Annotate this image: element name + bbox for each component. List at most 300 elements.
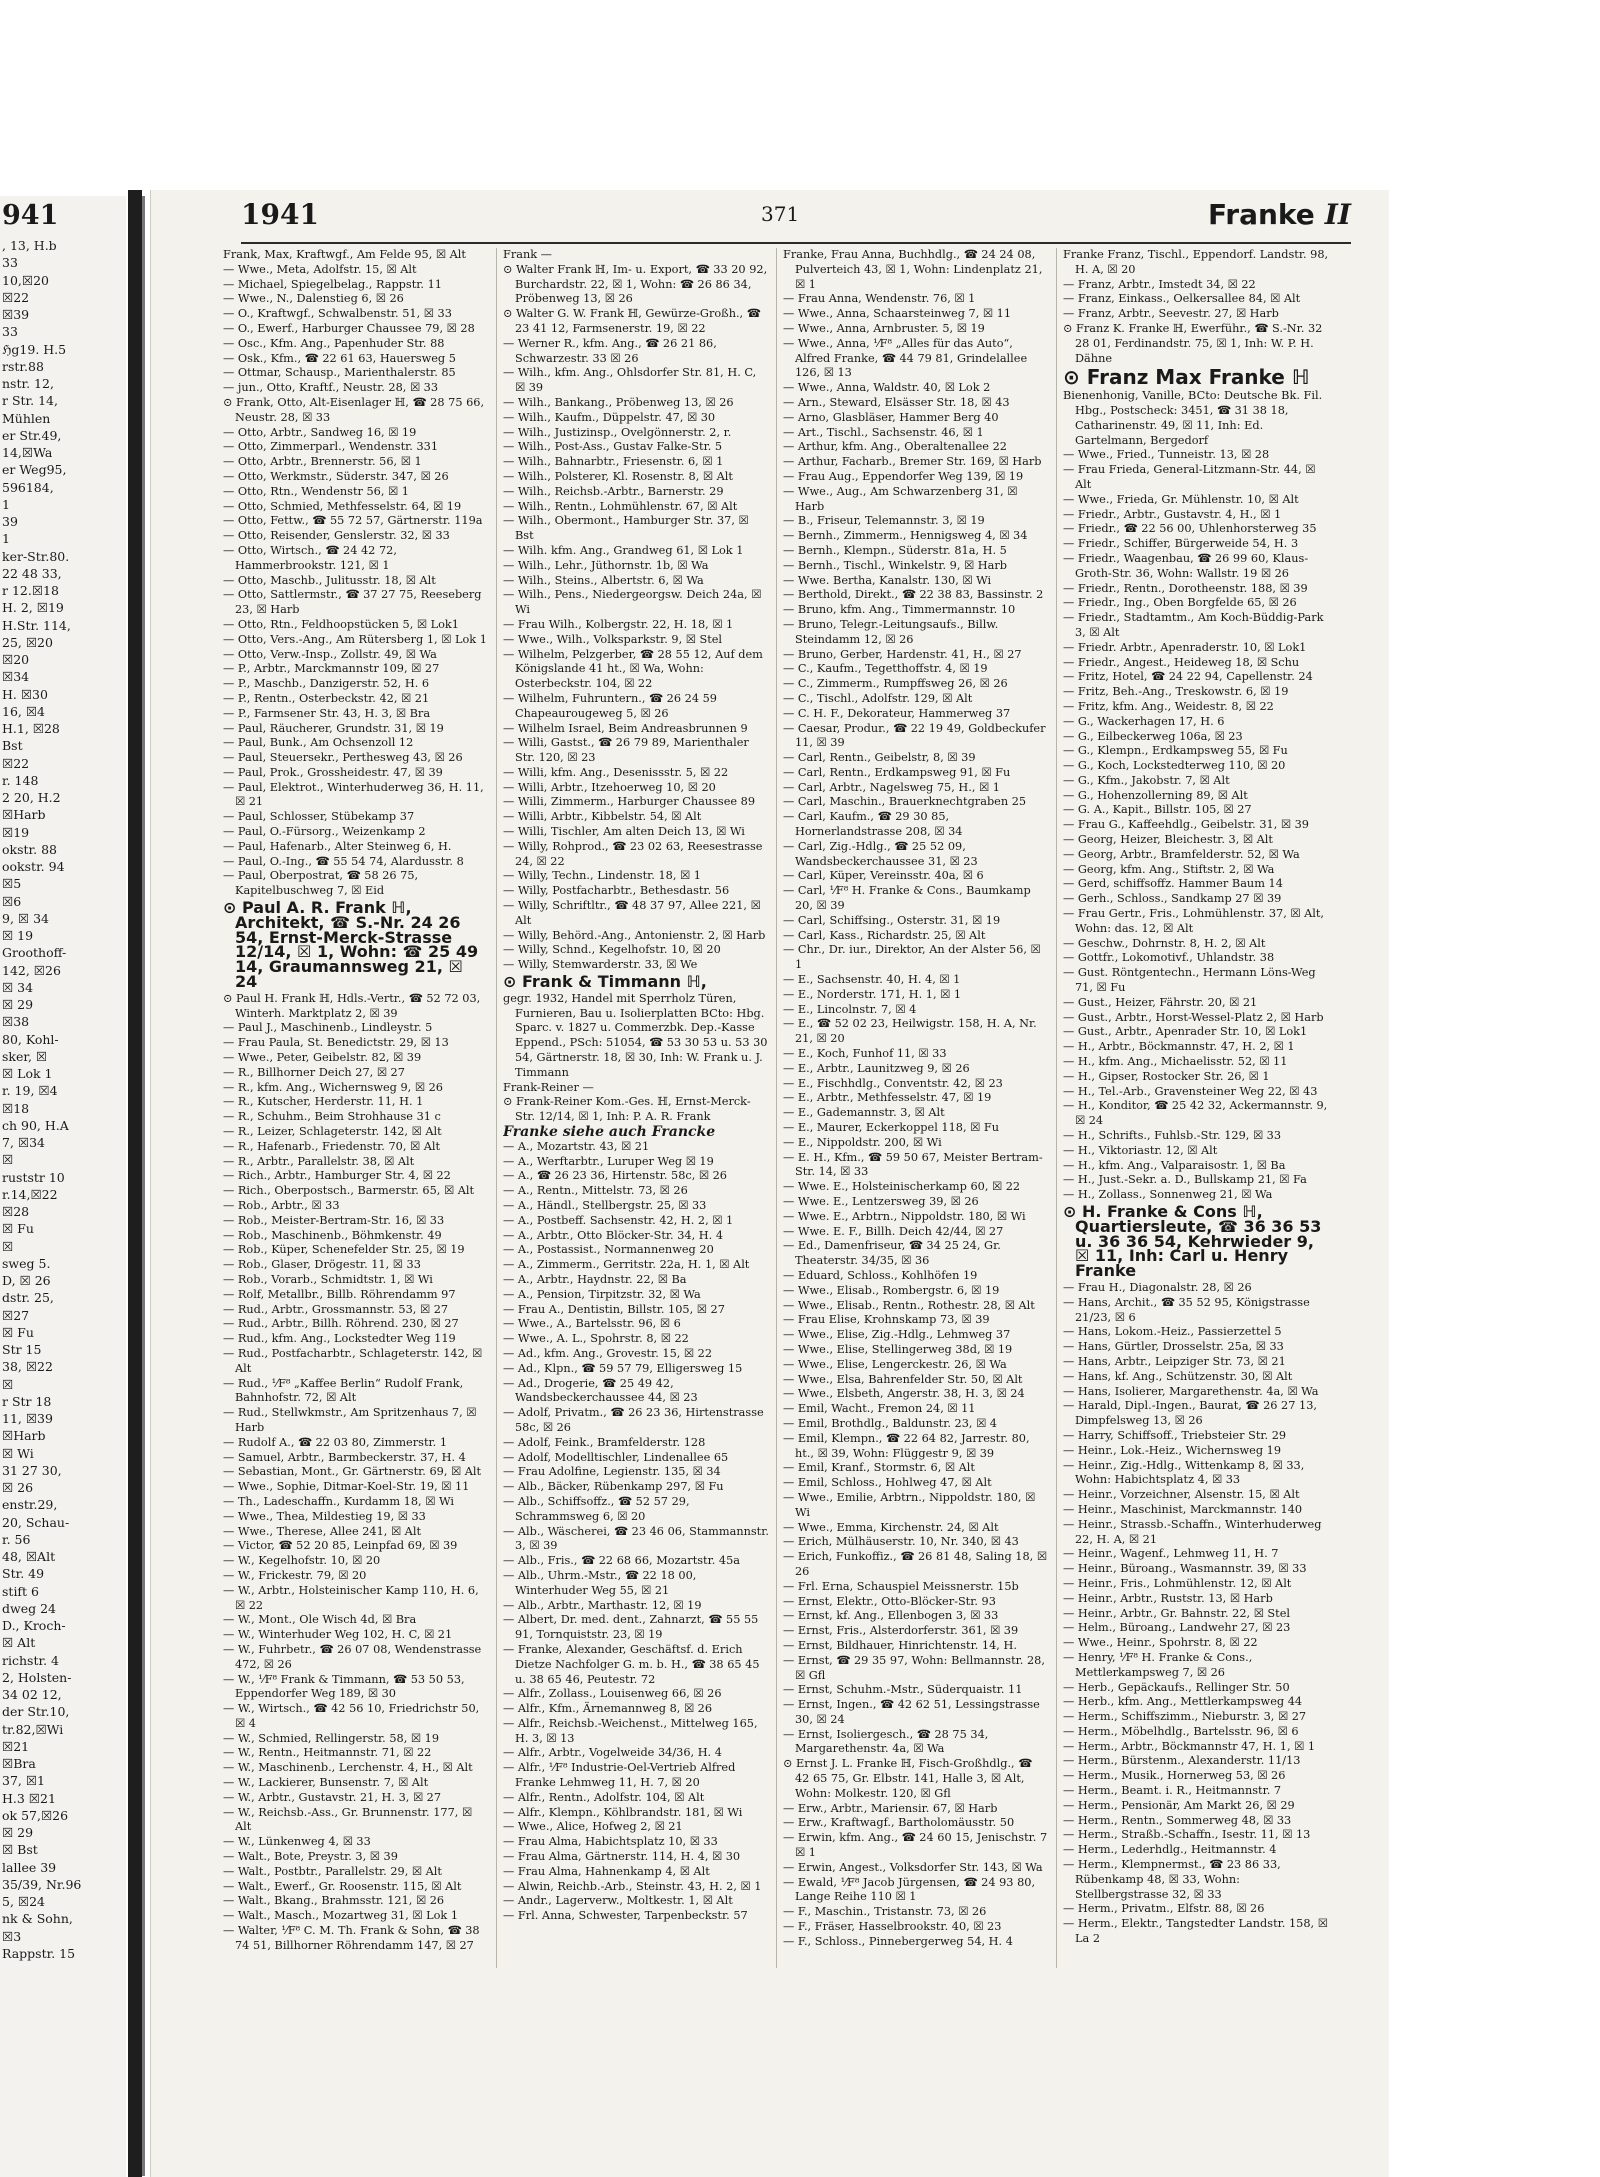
directory-entry: — Heinr., Zig.-Hdlg., Wittenkamp 8, ☒ 33, Wohn: Habichtsplatz 4, ☒ 33 — [1063, 1458, 1305, 1487]
directory-entry: — Wwe., Fried., Tunneistr. 13, ☒ 28 — [1063, 448, 1270, 462]
directory-entry: — E., ☎ 52 02 23, Heilwigstr. 158, H. A, Nr. 21, ☒ 20 — [783, 1017, 1037, 1046]
directory-entry: — A., Werftarbtr., Luruper Weg ☒ 19 — [503, 1154, 714, 1168]
directory-entry: — Wwe., Sophie, Ditmar-Koel-Str. 19, ☒ 11 — [223, 1480, 470, 1494]
directory-entry: — Frl. Erna, Schauspiel Meissnerstr. 15b — [783, 1579, 1019, 1593]
spine-edge — [142, 196, 145, 2176]
directory-entry: — W., Mont., Ole Wisch 4d, ☒ Bra — [223, 1613, 417, 1627]
directory-entry: — Friedr., Waagenbau, ☎ 26 99 60, Klaus-Groth-Str. 36, Wohn: Wallstr. 19 ☒ 26 — [1063, 551, 1309, 580]
directory-entry: — Rob., Küper, Schenefelder Str. 25, ☒ 19 — [223, 1243, 465, 1257]
directory-entry: — H., kfm. Ang., Michaelisstr. 52, ☒ 11 — [1063, 1055, 1288, 1069]
directory-entry: — Wwe., A., Bartelsstr. 96, ☒ 6 — [503, 1317, 681, 1331]
directory-entry: — Wwe., Anna, Arnbruster. 5, ☒ 19 — [783, 321, 985, 335]
directory-entry: — A., Arbtr., Haydnstr. 22, ☒ Ba — [503, 1272, 687, 1286]
directory-entry: — Rud., Arbtr., Billh. Röhrend. 230, ☒ 27 — [223, 1317, 459, 1331]
directory-entry: — Fritz, Beh.-Ang., Treskowstr. 6, ☒ 19 — [1063, 685, 1289, 699]
left-page-line: ℌg19. H.5 — [2, 341, 67, 357]
directory-entry: — F., Schloss., Pinnebergerweg 54, H. 4 — [783, 1934, 1013, 1948]
directory-entry: — Georg, Heizer, Bleichestr. 3, ☒ Alt — [1063, 833, 1273, 847]
directory-entry: — Harald, Dipl.-Ingen., Baurat, ☎ 26 27 13, Dimpfelsweg 13, ☒ 26 — [1063, 1399, 1317, 1428]
directory-entry: — G., Eilbeckerweg 106a, ☒ 23 — [1063, 729, 1243, 743]
directory-entry: — W., Arbtr., Holsteinischer Kamp 110, H. 6, ☒ 22 — [223, 1583, 479, 1612]
directory-entry: — H., Tel.-Arb., Gravensteiner Weg 22, ☒ 43 — [1063, 1084, 1318, 1098]
directory-entry: — Paul, Prok., Grossheidestr. 47, ☒ 39 — [223, 765, 443, 779]
directory-entry: — Alb., Wäscherei, ☎ 23 46 06, Stammannstr. 3, ☒ 39 — [503, 1524, 769, 1553]
directory-entry: — Geschw., Dohrnstr. 8, H. 2, ☒ Alt — [1063, 936, 1266, 950]
directory-entry: — Herm., Straßb.-Schaffn., Isestr. 11, ☒ 13 — [1063, 1828, 1311, 1842]
directory-entry: — E., Arbtr., Methfesselstr. 47, ☒ 19 — [783, 1091, 992, 1105]
directory-entry: — H., Arbtr., Böckmannstr. 47, H. 2, ☒ 1 — [1063, 1040, 1295, 1054]
directory-entry: — Arthur, Facharb., Bremer Str. 169, ☒ Harb — [783, 455, 1042, 469]
directory-entry: — Carl, Rentn., Geibelstr, 8, ☒ 39 — [783, 751, 976, 765]
directory-entry: — Rob., Meister-Bertram-Str. 16, ☒ 33 — [223, 1213, 445, 1227]
directory-entry: — P., Farmsener Str. 43, H. 3, ☒ Bra — [223, 706, 431, 720]
background-margin — [1388, 190, 1600, 2177]
directory-entry: — Victor, ☎ 52 20 85, Leinpfad 69, ☒ 39 — [223, 1539, 458, 1553]
directory-entry: — Wilh., Pens., Niedergeorgsw. Deich 24a, ☒ Wi — [503, 588, 762, 617]
left-page-line: ☒3 — [2, 1928, 22, 1944]
directory-entry: — Paul, Räucherer, Grundstr. 31, ☒ 19 — [223, 721, 444, 735]
left-page-line: ☒ — [2, 1238, 14, 1254]
directory-entry: — Wwe., Aug., Am Schwarzenberg 31, ☒ Harb — [783, 484, 1018, 513]
directory-entry: — Frau Alma, Gärtnerstr. 114, H. 4, ☒ 30 — [503, 1850, 741, 1864]
directory-entry: — A., Postassist., Normannenweg 20 — [503, 1243, 714, 1257]
left-page-line: Rappstr. 15 — [2, 1945, 76, 1961]
directory-entry: — Herm., Möbelhdlg., Bartelsstr. 96, ☒ 6 — [1063, 1724, 1299, 1738]
directory-entry: — Wwe. Bertha, Kanalstr. 130, ☒ Wi — [783, 573, 992, 587]
left-page-line: ker-Str.80. — [2, 548, 70, 564]
left-page-line: ☒39 — [2, 307, 30, 322]
directory-entry: — C., Tischl., Adolfstr. 129, ☒ Alt — [783, 691, 973, 705]
directory-entry: — Alfr., Zollass., Louisenweg 66, ☒ 26 — [503, 1687, 722, 1701]
directory-entry: — A., Arbtr., Otto Blöcker-Str. 34, H. 4 — [503, 1228, 724, 1242]
directory-entry: — Erwin, Angest., Volksdorfer Str. 143, ☒ Wa — [783, 1860, 1043, 1874]
directory-entry: ⊙ Frank & Timmann ℍ, — [503, 972, 707, 992]
directory-entry: — Herm., Lederhdlg., Heitmannstr. 4 — [1063, 1843, 1277, 1857]
left-page-line: 14,☒Wa — [2, 445, 53, 460]
page-number: 371 — [761, 202, 800, 226]
left-page-line: ☒Bra — [2, 1756, 36, 1771]
directory-entry: — Rich., Arbtr., Hamburger Str. 4, ☒ 22 — [223, 1169, 451, 1183]
directory-entry: — Emil, Brothdlg., Baldunstr. 23, ☒ 4 — [783, 1416, 997, 1430]
left-page-line: ch 90, H.A — [2, 1117, 69, 1133]
left-page-line: 7, ☒34 — [2, 1135, 46, 1150]
directory-entry: — Franz, Arbtr., Imstedt 34, ☒ 22 — [1063, 277, 1256, 291]
directory-entry: — Rob., Maschinenb., Böhmkenstr. 49 — [223, 1228, 442, 1242]
left-page-line: nk & Sohn, — [2, 1911, 73, 1927]
left-page-line: r. 148 — [2, 772, 39, 788]
left-page-line: ruststr 10 — [2, 1169, 65, 1185]
directory-entry: — Arthur, kfm. Ang., Oberaltenallee 22 — [783, 440, 1007, 454]
directory-entry: — Gust. Röntgentechn., Hermann Löns-Weg 71, ☒ Fu — [1063, 966, 1316, 995]
directory-entry: Frank-Reiner — — [503, 1080, 594, 1094]
directory-entry: — Wilh. kfm. Ang., Grandweg 61, ☒ Lok 1 — [503, 543, 744, 557]
directory-entry: — Erwin, kfm. Ang., ☎ 24 60 15, Jenischstr. 7 ☒ 1 — [783, 1831, 1048, 1860]
directory-entry: — Herm., Bürstenm., Alexanderstr. 11/13 — [1063, 1754, 1301, 1768]
directory-entry: — Walt., Bote, Preystr. 3, ☒ 39 — [223, 1850, 398, 1864]
directory-entry: — Wwe., Thea, Mildestieg 19, ☒ 33 — [223, 1509, 426, 1523]
directory-entry: — Frau A., Dentistin, Billstr. 105, ☒ 27 — [503, 1302, 725, 1316]
directory-entry: — E., Norderstr. 171, H. 1, ☒ 1 — [783, 987, 962, 1001]
left-page-line: ☒21 — [2, 1738, 30, 1754]
directory-entry: — Otto, Rtn., Wendenstr 56, ☒ 1 — [223, 484, 409, 498]
left-page-line: 33 — [2, 255, 18, 271]
directory-entry: — P., Rentn., Osterbeckstr. 42, ☒ 21 — [223, 691, 430, 705]
directory-entry: — Otto, Maschb., Julitusstr. 18, ☒ Alt — [223, 573, 436, 587]
directory-entry: — Frau H., Diagonalstr. 28, ☒ 26 — [1063, 1280, 1252, 1294]
directory-entry: — Gust., Arbtr., Apenrader Str. 10, ☒ Lok1 — [1063, 1025, 1308, 1039]
directory-entry: — A., Postbeff. Sachsenstr. 42, H. 2, ☒ 1 — [503, 1213, 734, 1227]
directory-entry: — Wwe., Elise, Stellingerweg 38d, ☒ 19 — [783, 1342, 1013, 1356]
header-year: 1941 — [241, 198, 319, 231]
directory-entry: — Herm., Musik., Hornerweg 53, ☒ 26 — [1063, 1769, 1286, 1783]
directory-entry: — H., Just.-Sekr. a. D., Bullskamp 21, ☒ Fa — [1063, 1173, 1307, 1187]
directory-entry: — R., Billhorner Deich 27, ☒ 27 — [223, 1065, 405, 1079]
directory-entry: — Otto, Vers.-Ang., Am Rütersberg 1, ☒ Lok 1 — [223, 632, 487, 646]
directory-entry: — W., Wirtsch., ☎ 42 56 10, Friedrichstr 50, ☒ 4 — [223, 1702, 480, 1730]
page-header — [241, 198, 1351, 236]
directory-entry: — Otto, Arbtr., Sandweg 16, ☒ 19 — [223, 425, 417, 439]
directory-entry: — Willi, kfm. Ang., Desenissstr. 5, ☒ 22 — [503, 765, 729, 779]
directory-entry: — Wwe., Anna, Waldstr. 40, ☒ Lok 2 — [783, 381, 991, 395]
directory-entry: — Alfr., Kfm., Ärnemannweg 8, ☒ 26 — [503, 1702, 713, 1716]
directory-entry: — Wilh., kfm. Ang., Ohlsdorfer Str. 81, H. C, ☒ 39 — [503, 366, 757, 395]
directory-entry: — E., Gademannstr. 3, ☒ Alt — [783, 1106, 945, 1120]
left-page-line: rstr.88 — [2, 358, 44, 374]
left-page-line: H.1, ☒28 — [2, 721, 60, 736]
directory-entry: — Wilh., Kaufm., Düppelstr. 47, ☒ 30 — [503, 410, 716, 424]
directory-entry: — Frau Aug., Eppendorfer Weg 139, ☒ 19 — [783, 469, 1024, 483]
left-page-strip — [0, 196, 126, 2177]
left-page-line: ☒ Fu — [2, 1221, 34, 1237]
directory-entry: Frank, Max, Kraftwgf., Am Felde 95, ☒ Alt — [223, 248, 466, 261]
left-page-line: ☒ Lok 1 — [2, 1066, 53, 1081]
directory-entry: — Wilhelm Israel, Beim Andreasbrunnen 9 — [503, 721, 748, 735]
directory-entry: — Ed., Damenfriseur, ☎ 34 25 24, Gr. Theaterstr. 34/35, ☒ 36 — [783, 1239, 1001, 1268]
directory-entry: — Art., Tischl., Sachsenstr. 46, ☒ 1 — [783, 425, 984, 439]
directory-entry: — Frau Wilh., Kolbergstr. 22, H. 18, ☒ 1 — [503, 617, 734, 631]
left-page-line: tr.82,☒Wi — [2, 1721, 64, 1737]
directory-entry: — Osk., Kfm., ☎ 22 61 63, Hauersweg 5 — [223, 351, 456, 365]
left-page-line: ☒ Alt — [2, 1635, 36, 1651]
left-page-line: 48, ☒Alt — [2, 1549, 56, 1564]
directory-entry: — Friedr., Arbtr., Gustavstr. 4, H., ☒ 1 — [1063, 507, 1282, 521]
directory-entry: — Alfr., Klempn., Köhlbrandstr. 181, ☒ Wi — [503, 1805, 743, 1819]
directory-entry: — Rud., Arbtr., Grossmannstr. 53, ☒ 27 — [223, 1302, 449, 1316]
directory-entry: — Walt., Bkang., Brahmsstr. 121, ☒ 26 — [223, 1894, 445, 1908]
directory-entry: — W., Schmied, Rellingerstr. 58, ☒ 19 — [223, 1731, 440, 1745]
directory-entry: — A., Pension, Tirpitzstr. 32, ☒ Wa — [503, 1287, 701, 1301]
directory-entry: — O., Kraftwgf., Schwalbenstr. 51, ☒ 33 — [223, 307, 452, 321]
left-page-line: 22 48 33, — [2, 565, 62, 581]
directory-entry: — Henry, ⅟F⁸ H. Franke & Cons., Mettlerkampsweg 7, ☒ 26 — [1063, 1650, 1253, 1679]
left-page-line: ☒ 19 — [2, 928, 34, 943]
directory-entry: — Albert, Dr. med. dent., Zahnarzt, ☎ 55 55 91, Tornquiststr. 23, ☒ 19 — [503, 1613, 759, 1642]
left-page-line: ☒ 29 — [2, 1825, 34, 1840]
left-page-line: 80, Kohl- — [2, 1031, 59, 1047]
running-head — [1208, 198, 1351, 231]
directory-entry: — Herm., Pensionär, Am Markt 26, ☒ 29 — [1063, 1798, 1295, 1812]
directory-entry: — E., Koch, Funhof 11, ☒ 33 — [783, 1047, 947, 1061]
left-page-line: Bst — [2, 738, 23, 754]
left-page-line: stift 6 — [2, 1583, 40, 1599]
left-page-line: richstr. 4 — [2, 1652, 59, 1668]
directory-entry: — Paul, Schlosser, Stübekamp 37 — [223, 810, 415, 824]
directory-entry: — Fritz, Hotel, ☎ 24 22 94, Capellenstr. 24 — [1063, 670, 1313, 684]
directory-entry: — H., Schrifts., Fuhlsb.-Str. 129, ☒ 33 — [1063, 1129, 1282, 1143]
directory-entry: — Paul, O.-Ing., ☎ 55 54 74, Alardusstr. 8 — [223, 854, 464, 868]
directory-entry: — A., Rentn., Mittelstr. 73, ☒ 26 — [503, 1184, 688, 1198]
directory-entry: — Herb., kfm. Ang., Mettlerkampsweg 44 — [1063, 1695, 1303, 1709]
directory-entry: — Bernh., Zimmerm., Hennigsweg 4, ☒ 34 — [783, 529, 1028, 543]
directory-entry: — Rob., Vorarb., Schmidtstr. 1, ☒ Wi — [223, 1272, 433, 1286]
directory-entry: — Heinr., Lok.-Heiz., Wichernsweg 19 — [1063, 1443, 1282, 1457]
left-page-line: Str 15 — [2, 1342, 42, 1357]
directory-entry: — Ewald, ⅟F⁸ Jacob Jürgensen, ☎ 24 93 80, Lange Reihe 110 ☒ 1 — [783, 1875, 1036, 1904]
directory-entry: — Paul, Hafenarb., Alter Steinweg 6, H. — [223, 839, 452, 853]
directory-entry: — W., Frickestr. 79, ☒ 20 — [223, 1568, 367, 1582]
directory-entry: — Otto, Zimmerparl., Wendenstr. 331 — [223, 440, 439, 454]
directory-entry: — Emil, Schloss., Hohlweg 47, ☒ Alt — [783, 1476, 992, 1490]
directory-entry: — Herm., Elektr., Tangstedter Landstr. 158, ☒ La 2 — [1063, 1917, 1328, 1946]
directory-entry: — G., Koch, Lockstedterweg 110, ☒ 20 — [1063, 759, 1286, 773]
directory-entry: — Wilh., Reichsb.-Arbtr., Barnerstr. 29 — [503, 484, 724, 498]
directory-entry: — Bruno, Telegr.-Leitungsaufs., Billw. Steindamm 12, ☒ 26 — [783, 617, 999, 646]
directory-entry: — Wwe. E. F., Billh. Deich 42/44, ☒ 27 — [783, 1224, 1004, 1238]
directory-entry: — Alb., Fris., ☎ 22 68 66, Mozartstr. 45a — [503, 1554, 741, 1568]
directory-entry: ⊙ Walter G. W. Frank ℍ, Gewürze-Großh., ☎ 23 41 12, Farmsenerstr. 19, ☒ 22 — [503, 307, 761, 335]
directory-entry: — Herm., Klempnermst., ☎ 23 86 33, Rübenkamp 48, ☒ 33, Wohn: Stellbergstrasse 32, ☒ 33 — [1063, 1858, 1281, 1901]
directory-entry: — Wwe., Emilie, Arbtrn., Nippoldstr. 180, ☒ Wi — [783, 1490, 1036, 1519]
directory-entry: — Ernst, Fris., Alsterdorferstr. 361, ☒ 39 — [783, 1624, 1019, 1638]
left-page-line: r 12.☒18 — [2, 583, 59, 598]
directory-entry: — Carl, Kass., Richardstr. 25, ☒ Alt — [783, 928, 986, 942]
directory-entry: — Wwe., Heinr., Spohrstr. 8, ☒ 22 — [1063, 1636, 1258, 1650]
header-rule — [241, 242, 1351, 244]
directory-entry: — Otto, Wirtsch., ☎ 24 42 72, Hammerbrookstr. 121, ☒ 1 — [223, 543, 397, 572]
directory-entry: — Georg, Arbtr., Bramfelderstr. 52, ☒ Wa — [1063, 847, 1300, 861]
left-page-line: ☒ — [2, 1152, 14, 1168]
directory-entry: — G., Kfm., Jakobstr. 7, ☒ Alt — [1063, 773, 1230, 787]
left-page-line: ☒6 — [2, 893, 22, 909]
directory-entry: — Carl, Kaufm., ☎ 29 30 85, Hornerlandstrasse 208, ☒ 34 — [783, 810, 963, 839]
directory-entry: — Erw., Kraftwagf., Bartholomäusstr. 50 — [783, 1816, 1015, 1830]
directory-entry: — H., kfm. Ang., Valparaisostr. 1, ☒ Ba — [1063, 1158, 1286, 1172]
left-page-line: ☒34 — [2, 669, 30, 685]
directory-entry: — Wilh., Rentn., Lohmühlenstr. 67, ☒ Alt — [503, 499, 738, 513]
left-page-line: r. 19, ☒4 — [2, 1083, 58, 1099]
left-page-line: r Str. 14, — [2, 393, 58, 409]
directory-entry: — Wilh., Bahnarbtr., Friesenstr. 6, ☒ 1 — [503, 455, 724, 469]
directory-entry: — Wwe., Anna, ⅟F⁸ „Alles für das Auto“, Alfred Franke, ☎ 44 79 81, Grindelallee 126, ☒ 13 — [783, 336, 1028, 380]
directory-entry: — Bernh., Klempn., Süderstr. 81a, H. 5 — [783, 543, 1007, 557]
directory-entry: — Herm., Rentn., Sommerweg 48, ☒ 33 — [1063, 1813, 1292, 1827]
directory-entry: — Th., Ladeschaffn., Kurdamm 18, ☒ Wi — [223, 1494, 454, 1508]
left-page-line: okstr. 88 — [2, 841, 57, 857]
directory-entry: — E., Lincolnstr. 7, ☒ 4 — [783, 1002, 917, 1016]
directory-entry: — Walt., Postbtr., Parallelstr. 29, ☒ Alt — [223, 1864, 442, 1878]
directory-entry: — Emil, Klempn., ☎ 22 64 82, Jarrestr. 80, ht., ☒ 39, Wohn: Flüggestr 9, ☒ 39 — [783, 1431, 1030, 1460]
directory-entry: — H., Konditor, ☎ 25 42 32, Ackermannstr. 9, ☒ 24 — [1063, 1099, 1328, 1128]
left-page-line: r. 56 — [2, 1531, 31, 1547]
directory-entry: — A., Händl., Stellbergstr. 25, ☒ 33 — [503, 1199, 707, 1212]
column-divider — [776, 248, 777, 1968]
directory-entry: — Frl. Anna, Schwester, Tarpenbeckstr. 57 — [503, 1909, 748, 1923]
directory-entry: — Adolf, Privatm., ☎ 26 23 36, Hirtenstrasse 58c, ☒ 26 — [503, 1406, 764, 1434]
directory-entry: — Wilh., Steins., Albertstr. 6, ☒ Wa — [503, 573, 704, 587]
directory-entry: ⊙ Frank, Otto, Alt-Eisenlager ℍ, ☎ 28 75 66, Neustr. 28, ☒ 33 — [223, 395, 485, 424]
left-page-line: ookstr. 94 — [2, 859, 65, 874]
directory-entry: — Alfr., Rentn., Adolfstr. 104, ☒ Alt — [503, 1790, 705, 1804]
directory-entry: — Sebastian, Mont., Gr. Gärtnerstr. 69, ☒ Alt — [223, 1465, 482, 1479]
directory-entry: — W., Arbtr., Gustavstr. 21, H. 3, ☒ 27 — [223, 1790, 442, 1804]
directory-entry: — Carl, Zig.-Hdlg., ☎ 25 52 09, Wandsbeckerchaussee 31, ☒ 23 — [783, 839, 978, 868]
left-page-line: ☒19 — [2, 824, 30, 840]
directory-entry: — Berthold, Direkt., ☎ 22 38 83, Bassinstr. 2 — [783, 588, 1044, 602]
directory-entry: — Arn., Steward, Elsässer Str. 18, ☒ 43 — [783, 395, 1010, 409]
directory-entry: — Wwe., Peter, Geibelstr. 82, ☒ 39 — [223, 1051, 422, 1065]
directory-entry: — Willy, Rohprod., ☎ 23 02 63, Reesestrasse 24, ☒ 22 — [503, 839, 763, 868]
directory-entry: — F., Maschin., Tristanstr. 73, ☒ 26 — [783, 1905, 987, 1919]
left-page-line: er Str.49, — [2, 427, 62, 443]
directory-entry: — Heinr., Fris., Lohmühlenstr. 12, ☒ Alt — [1063, 1576, 1292, 1590]
running-head-volume: II — [1324, 198, 1351, 231]
directory-entry: — Emil, Kranf., Stormstr. 6, ☒ Alt — [783, 1461, 975, 1475]
directory-entry: — Willy, Techn., Lindenstr. 18, ☒ 1 — [503, 869, 701, 883]
directory-entry: — Friedr., Ing., Oben Borgfelde 65, ☒ 26 — [1063, 596, 1297, 610]
directory-entry: — Rolf, Metallbr., Billb. Röhrendamm 97 — [223, 1287, 456, 1301]
left-page-line: 142, ☒26 — [2, 962, 61, 978]
directory-entry: — Friedr. Arbtr., Apenraderstr. 10, ☒ Lok1 — [1063, 640, 1307, 654]
directory-entry: — Hans, Gürtler, Drosselstr. 25a, ☒ 33 — [1063, 1340, 1284, 1354]
directory-entry: — Emil, Wacht., Fremon 24, ☒ 11 — [783, 1402, 976, 1416]
directory-entry: — Rudolf A., ☎ 22 03 80, Zimmerstr. 1 — [223, 1435, 448, 1449]
directory-entry: — Herm., Schiffszimm., Nieburstr. 3, ☒ 27 — [1063, 1710, 1307, 1724]
column-divider — [496, 248, 497, 1968]
directory-entry: — R., Hafenarb., Friedenstr. 70, ☒ Alt — [223, 1139, 441, 1153]
directory-entry: — Erw., Arbtr., Mariensir. 67, ☒ Harb — [783, 1801, 998, 1815]
directory-entry: — Alb., Bäcker, Rübenkamp 297, ☒ Fu — [503, 1480, 724, 1494]
directory-entry: — Wilh., Polsterer, Kl. Rosenstr. 8, ☒ Alt — [503, 469, 733, 483]
directory-entry: Franke, Frau Anna, Buchhdlg., ☎ 24 24 08, Pulverteich 43, ☒ 1, Wohn: Lindenplatz 21, ☒ 1 — [783, 248, 1043, 291]
directory-entry: — Paul, O.-Fürsorg., Weizenkamp 2 — [223, 825, 426, 839]
left-page-line: ☒Harb — [2, 807, 46, 823]
directory-entry: — Bernh., Tischl., Winkelstr. 9, ☒ Harb — [783, 558, 1007, 572]
directory-entry: — Gottfr., Lokomotivf., Uhlandstr. 38 — [1063, 951, 1275, 965]
left-page-line: nstr. 12, — [2, 376, 54, 391]
left-page-line: ☒Harb — [2, 1428, 46, 1444]
directory-entry: — Frau Paula, St. Benedictstr. 29, ☒ 13 — [223, 1036, 449, 1050]
left-page-line: dstr. 25, — [2, 1290, 54, 1306]
directory-entry: — Willy, Postfacharbtr., Bethesdastr. 56 — [503, 884, 730, 898]
directory-entry: — Wwe. E., Holsteinischerkamp 60, ☒ 22 — [783, 1180, 1021, 1194]
directory-entry: — Rud., ⅟F⁸ „Kaffee Berlin“ Rudolf Frank, Bahnhofstr. 72, ☒ Alt — [223, 1376, 464, 1405]
left-page-line: 5, ☒24 — [2, 1894, 46, 1909]
directory-entry: — R., Schuhm., Beim Strohhause 31 c — [223, 1110, 441, 1124]
left-page-line: 31 27 30, — [2, 1462, 62, 1478]
directory-entry: — Otto, Werkmstr., Süderstr. 347, ☒ 26 — [223, 469, 449, 483]
directory-entry: — Hans, Isolierer, Margarethenstr. 4a, ☒ Wa — [1063, 1384, 1319, 1398]
left-page-line: 9, ☒ 34 — [2, 910, 49, 926]
directory-entry: — Helm., Büroang., Landwehr 27, ☒ 23 — [1063, 1621, 1291, 1635]
directory-entry: — Wwe. E., Arbtrn., Nippoldstr. 180, ☒ Wi — [783, 1209, 1026, 1223]
directory-entry: — W., Winterhuder Weg 102, H. C, ☒ 21 — [223, 1628, 453, 1642]
directory-entry: — H., Zollass., Sonnenweg 21, ☒ Wa — [1063, 1188, 1273, 1202]
directory-entry: — Wwe. E., Lentzersweg 39, ☒ 26 — [783, 1195, 979, 1208]
left-page-line: 596184, — [2, 479, 54, 495]
directory-entry: — W., Rentn., Heitmannstr. 71, ☒ 22 — [223, 1746, 432, 1760]
left-page-line: ok 57,☒26 — [2, 1807, 69, 1823]
left-page-line: ☒22 — [2, 755, 30, 771]
left-page-line: enstr.29, — [2, 1497, 58, 1513]
directory-entry: — Wwe., Wilh., Volksparkstr. 9, ☒ Stel — [503, 632, 723, 646]
directory-entry: — Carl, Schiffsing., Osterstr. 31, ☒ 19 — [783, 913, 1001, 927]
directory-entry: — Herm., Privatm., Elfstr. 88, ☒ 26 — [1063, 1902, 1265, 1916]
directory-entry: — Arno, Glasbläser, Hammer Berg 40 — [783, 410, 999, 424]
directory-entry: — Willy, Stemwarderstr. 33, ☒ We — [503, 958, 698, 972]
directory-entry: Franke Franz, Tischl., Eppendorf. Landstr. 98, H. A, ☒ 20 — [1063, 248, 1329, 276]
directory-entry: ⊙ Franz Max Franke ℍ — [1063, 365, 1310, 390]
directory-entry: — Willy, Behörd.-Ang., Antonienstr. 2, ☒ Harb — [503, 928, 766, 942]
directory-entry: gegr. 1932, Handel mit Sperrholz Türen, Furnieren, Bau u. Isolierplatten BCto: Hbg. Sparc. v. 1827 u. Commerzbk. Dep.-Kasse Eppend., PSch: 51054, ☎ 53 30 53 u. 53 30 54, Gärtnerstr. 18, ☒ 30, Inh: W. Frank u. J. Timmann — [503, 991, 768, 1079]
directory-entry: — Frau Elise, Krohnskamp 73, ☒ 39 — [783, 1313, 990, 1327]
left-page-line: H.3 ☒21 — [2, 1790, 56, 1806]
directory-entry: — Wwe., Elise, Lengerckestr. 26, ☒ Wa — [783, 1357, 1007, 1371]
directory-entry: — Herm., Arbtr., Böckmannstr 47, H. 1, ☒ 1 — [1063, 1739, 1316, 1753]
left-page-line: lallee 39 — [2, 1859, 57, 1875]
directory-entry: — Wwe., A. L., Spohrstr. 8, ☒ 22 — [503, 1332, 689, 1346]
directory-entry: Franke siehe auch Francke — [503, 1124, 716, 1141]
left-page-line: sker, ☒ — [2, 1048, 48, 1064]
directory-entry: — Alb., Arbtr., Marthastr. 12, ☒ 19 — [503, 1598, 702, 1612]
directory-entry: — Heinr., Büroang., Wasmannstr. 39, ☒ 33 — [1063, 1562, 1307, 1576]
directory-entry: — Ernst, Ingen., ☎ 42 62 51, Lessingstrasse 30, ☒ 24 — [783, 1698, 1040, 1726]
left-page-line: ☒ Wi — [2, 1445, 34, 1461]
directory-entry: — Otto, Sattlermstr., ☎ 37 27 75, Reeseberg 23, ☒ Harb — [223, 588, 482, 617]
directory-entry: — Georg, kfm. Ang., Stiftstr. 2, ☒ Wa — [1063, 862, 1275, 876]
running-head-name: Franke — [1207, 198, 1315, 231]
directory-entry: — Ad., Drogerie, ☎ 25 49 42, Wandsbeckerchaussee 44, ☒ 23 — [503, 1376, 698, 1405]
directory-entry: — Heinr., Strassb.-Schaffn., Winterhuderweg 22, H. A, ☒ 21 — [1063, 1517, 1322, 1546]
directory-entry: — Bruno, kfm. Ang., Timmermannstr. 10 — [783, 603, 1016, 617]
directory-entry: — E., Arbtr., Launitzweg 9, ☒ 26 — [783, 1061, 970, 1075]
directory-entry: — W., ⅟F⁸ Frank & Timmann, ☎ 53 50 53, Eppendorfer Weg 189, ☒ 30 — [223, 1672, 465, 1701]
directory-entry: — Wwe., Elisab., Rombergstr. 6, ☒ 19 — [783, 1283, 1000, 1297]
directory-page — [150, 190, 1389, 2177]
directory-entry: — W., Lünkenweg 4, ☒ 33 — [223, 1835, 371, 1849]
directory-entry: — Wilh., Lehr., Jüthornstr. 1b, ☒ Wa — [503, 558, 709, 572]
directory-entry: — H., Viktoriastr. 12, ☒ Alt — [1063, 1143, 1218, 1157]
left-page-line: 20, Schau- — [2, 1514, 70, 1530]
directory-entry: — Wwe., Elsa, Bahrenfelder Str. 50, ☒ Alt — [783, 1372, 1023, 1386]
left-page-line: ☒20 — [2, 652, 30, 667]
directory-entry: ⊙ Franz K. Franke ℍ, Ewerführ., ☎ S.-Nr. 32 28 01, Ferdinandstr. 75, ☒ 1, Inh: W. P. H. Dähne — [1063, 321, 1323, 365]
left-page-line: r Str 18 — [2, 1393, 52, 1409]
directory-entry: — Carl, Maschin., Brauerknechtgraben 25 — [783, 795, 1027, 809]
directory-entry: — Adolf, Modelltischler, Lindenallee 65 — [503, 1450, 729, 1464]
directory-entry: — Frau Alma, Hahnenkamp 4, ☒ Alt — [503, 1864, 710, 1878]
directory-entry: — Carl, Rentn., Erdkampsweg 91, ☒ Fu — [783, 765, 1011, 779]
directory-entry: ⊙ Ernst J. L. Franke ℍ, Fisch-Großhdlg., ☎ 42 65 75, Gr. Elbstr. 141, Halle 3, ☒ Alt, Wohn: Molkestr. 120, ☒ Gfl — [783, 1757, 1033, 1800]
directory-entry: Frank — — [503, 248, 552, 261]
directory-entry: — A., Zimmerm., Gerritstr. 22a, H. 1, ☒ Alt — [503, 1258, 750, 1272]
directory-entry: — R., Kutscher, Herderstr. 11, H. 1 — [223, 1095, 424, 1109]
directory-entry: — Franz, Einkass., Oelkersallee 84, ☒ Alt — [1063, 292, 1301, 306]
left-page-line: H. 2, ☒19 — [2, 600, 64, 616]
left-page-line: ☒18 — [2, 1100, 30, 1116]
directory-entry: — Willi, Arbtr., Itzehoerweg 10, ☒ 20 — [503, 780, 716, 794]
directory-entry: — Ernst, Isoliergesch., ☎ 28 75 34, Margarethenstr. 4a, ☒ Wa — [783, 1727, 989, 1756]
directory-entry: — Alfr., Reichsb.-Weichenst., Mittelweg 165, H. 3, ☒ 13 — [503, 1716, 758, 1745]
